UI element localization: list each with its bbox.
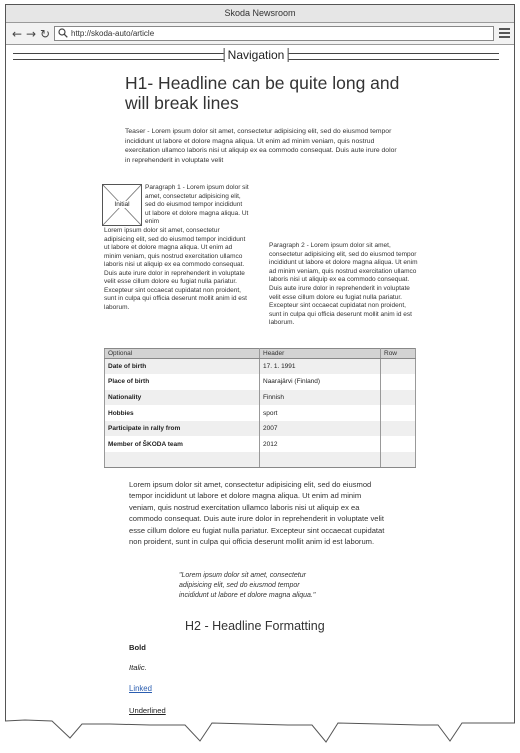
- hamburger-menu-icon[interactable]: [499, 28, 510, 38]
- example-link[interactable]: Linked: [129, 684, 152, 693]
- page-title: H1- Headline can be quite long and will break lines: [125, 73, 400, 113]
- table-cell-extra: [381, 436, 416, 452]
- paragraph-2: Paragraph 2 - Lorem ipsum dolor sit amet, consectetur adipisicing elit, sed do eiusmod tempor incididunt ut labore et dolore magna aliqua. Ut enim ad minim veniam, quis nostrud exercitation ullamco laboris nisi ut aliquip ex ea commodo consequat. Duis aute irure dolor in reprehenderit in voluptate velit esse cillum dolore eu fugiat nulla pariatur. Excepteur sint occaecat cupidatat non proident, sunt in culpa qui officia deserunt mollit anim id est laborum.: [269, 242, 418, 327]
- table-header-row: [105, 349, 416, 359]
- table-cell-value: 2007: [260, 421, 381, 437]
- table-header-cell: Header: [260, 349, 381, 359]
- navigation-bar[interactable]: [13, 47, 499, 67]
- table-row: [105, 452, 416, 468]
- browser-toolbar: [6, 23, 514, 45]
- table-cell-key: Hobbies: [105, 405, 260, 421]
- forward-arrow-icon[interactable]: →: [25, 27, 37, 41]
- table-cell-value: 2012: [260, 436, 381, 452]
- blockquote: "Lorem ipsum dolor sit amet, consectetur adipisicing elit, sed do eiusmod tempor incididunt ut labore et dolore magna aliqua.": [179, 572, 316, 599]
- navigation-label: Navigation: [224, 48, 289, 62]
- table-row: [105, 374, 416, 390]
- table-cell-key: Nationality: [105, 390, 260, 406]
- table-header-cell: Row: [381, 349, 416, 359]
- table-cell-extra: [381, 405, 416, 421]
- bold-text: Bold: [129, 643, 146, 652]
- italic-text: Italic.: [129, 663, 147, 672]
- window-title: Skoda Newsroom: [6, 5, 514, 23]
- table-cell-key: [105, 452, 260, 468]
- table-header-cell: Optional: [105, 349, 260, 359]
- back-arrow-icon[interactable]: ←: [11, 27, 23, 41]
- table-row: [105, 421, 416, 437]
- paragraph-1-rest: Lorem ipsum dolor sit amet, consectetur adipisicing elit, sed do eiusmod tempor incididunt ut labore et dolore magna aliqua. Ut enim ad minim veniam, quis nostrud exercitation ullamco laboris nisi ut aliquip ex ea commodo consequat. Duis aute irure dolor in reprehenderit in voluptate velit esse cillum dolore eu fugiat nulla pariatur. Excepteur sint occaecat cupidatat non proident, sunt in culpa qui officia deserunt mollit anim id est laborum.: [104, 227, 247, 311]
- table-cell-value: 17. 1. 1991: [260, 359, 381, 375]
- table-cell-value: [260, 452, 381, 468]
- reload-icon[interactable]: ↻: [39, 27, 51, 41]
- table-cell-key: Member of ŠKODA team: [105, 436, 260, 452]
- table-cell-key: Place of birth: [105, 374, 260, 390]
- table-cell-extra: [381, 374, 416, 390]
- table-cell-value: Finnish: [260, 390, 381, 406]
- table-row: [105, 359, 416, 375]
- table-cell-value: Naarajärvi (Finland): [260, 374, 381, 390]
- url-text: http://skoda-auto/article: [71, 29, 155, 38]
- info-table: [104, 348, 416, 468]
- image-placeholder: [102, 184, 142, 226]
- image-caption: Initial: [103, 201, 141, 208]
- teaser-text: Teaser - Lorem ipsum dolor sit amet, consectetur adipisicing elit, sed do eiusmod tempor incididunt ut labore et dolore magna aliqua. Ut enim ad minim veniam, quis nostrud exercitation ullamco laboris nisi ut aliquip ex ea commodo consequat. Duis aute irure dolor in reprehenderit in voluptate velit: [125, 128, 397, 164]
- browser-window: [5, 4, 515, 744]
- table-row: [105, 405, 416, 421]
- table-cell-extra: [381, 359, 416, 375]
- table-cell-value: sport: [260, 405, 381, 421]
- table-cell-extra: [381, 390, 416, 406]
- url-bar[interactable]: [54, 26, 494, 41]
- table-cell-key: Date of birth: [105, 359, 260, 375]
- table-cell-extra: [381, 452, 416, 468]
- search-icon: [58, 28, 68, 38]
- table-row: [105, 436, 416, 452]
- section-heading: H2 - Headline Formatting: [185, 619, 325, 633]
- table-row: [105, 390, 416, 406]
- torn-page-edge: [0, 718, 520, 753]
- table-cell-extra: [381, 421, 416, 437]
- underlined-text: Underlined: [129, 706, 166, 715]
- paragraph-1-wrap: Paragraph 1 - Lorem ipsum dolor sit amet, consectetur adipisicing elit, sed do eiusmod tempor incididunt ut labore et dolore magna aliqua. Ut enim: [145, 184, 249, 225]
- table-cell-key: Participate in rally from: [105, 421, 260, 437]
- body-paragraph: Lorem ipsum dolor sit amet, consectetur adipisicing elit, sed do eiusmod tempor incididunt ut labore et dolore magna aliqua. Ut enim ad minim veniam, quis nostrud exercitation ullamco laboris nisi ut aliquip ex ea commodo consequat. Duis aute irure dolor in reprehenderit in voluptate velit esse cillum dolore eu fugiat nulla pariatur. Excepteur sint occaecat cupidatat non proident, sunt in culpa qui officia deserunt mollit anim id est laborum.: [129, 480, 385, 547]
